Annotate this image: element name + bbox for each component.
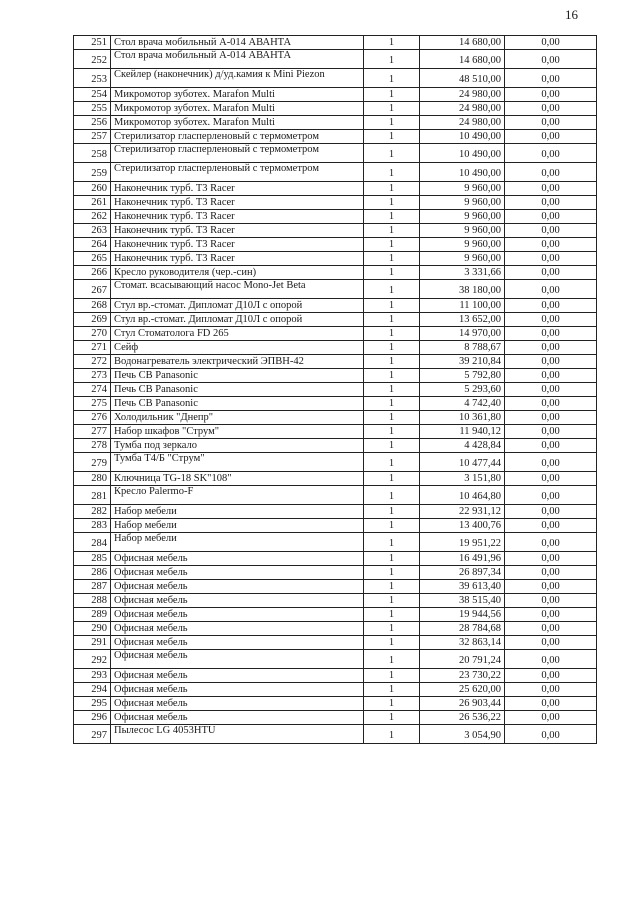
- residual-value-cell: 0,00: [505, 144, 597, 163]
- table-row: [74, 711, 597, 725]
- quantity-cell: 1: [364, 252, 420, 266]
- inventory-table: [73, 35, 597, 744]
- residual-value-cell: 0,00: [505, 252, 597, 266]
- price-cell: 25 620,00: [420, 683, 505, 697]
- inventory-table-body: [74, 36, 597, 744]
- quantity-cell: 1: [364, 711, 420, 725]
- row-number-cell: 256: [74, 116, 111, 130]
- table-row: [74, 144, 597, 163]
- price-cell: 10 490,00: [420, 163, 505, 182]
- row-number-cell: 296: [74, 711, 111, 725]
- price-cell: 9 960,00: [420, 238, 505, 252]
- quantity-cell: 1: [364, 280, 420, 299]
- table-row: [74, 580, 597, 594]
- residual-value-cell: 0,00: [505, 116, 597, 130]
- table-row: [74, 566, 597, 580]
- residual-value-cell: 0,00: [505, 88, 597, 102]
- residual-value-cell: 0,00: [505, 505, 597, 519]
- quantity-cell: 1: [364, 163, 420, 182]
- residual-value-cell: 0,00: [505, 519, 597, 533]
- row-number-cell: 267: [74, 280, 111, 299]
- row-number-cell: 280: [74, 472, 111, 486]
- item-name-cell: Офисная мебель: [111, 683, 364, 697]
- table-row: [74, 697, 597, 711]
- table-row: [74, 280, 597, 299]
- row-number-cell: 260: [74, 182, 111, 196]
- row-number-cell: 269: [74, 313, 111, 327]
- price-cell: 26 903,44: [420, 697, 505, 711]
- price-cell: 3 054,90: [420, 725, 505, 744]
- quantity-cell: 1: [364, 566, 420, 580]
- row-number-cell: 274: [74, 383, 111, 397]
- quantity-cell: 1: [364, 116, 420, 130]
- residual-value-cell: 0,00: [505, 196, 597, 210]
- table-row: [74, 266, 597, 280]
- row-number-cell: 253: [74, 69, 111, 88]
- item-name-cell: Тумба Т4/Б "Струм": [111, 453, 364, 472]
- table-row: [74, 397, 597, 411]
- table-row: [74, 683, 597, 697]
- price-cell: 24 980,00: [420, 102, 505, 116]
- price-cell: 8 788,67: [420, 341, 505, 355]
- row-number-cell: 291: [74, 636, 111, 650]
- quantity-cell: 1: [364, 238, 420, 252]
- residual-value-cell: 0,00: [505, 411, 597, 425]
- item-name-cell: Стул вр.-стомат. Дипломат Д10Л с опорой: [111, 313, 364, 327]
- residual-value-cell: 0,00: [505, 711, 597, 725]
- quantity-cell: 1: [364, 411, 420, 425]
- price-cell: 38 180,00: [420, 280, 505, 299]
- price-cell: 9 960,00: [420, 182, 505, 196]
- residual-value-cell: 0,00: [505, 369, 597, 383]
- quantity-cell: 1: [364, 472, 420, 486]
- table-row: [74, 369, 597, 383]
- quantity-cell: 1: [364, 580, 420, 594]
- table-row: [74, 313, 597, 327]
- residual-value-cell: 0,00: [505, 163, 597, 182]
- quantity-cell: 1: [364, 196, 420, 210]
- quantity-cell: 1: [364, 50, 420, 69]
- item-name-cell: Набор мебели: [111, 505, 364, 519]
- quantity-cell: 1: [364, 69, 420, 88]
- residual-value-cell: 0,00: [505, 383, 597, 397]
- residual-value-cell: 0,00: [505, 608, 597, 622]
- table-row: [74, 608, 597, 622]
- row-number-cell: 292: [74, 650, 111, 669]
- price-cell: 26 897,34: [420, 566, 505, 580]
- price-cell: 22 931,12: [420, 505, 505, 519]
- quantity-cell: 1: [364, 453, 420, 472]
- residual-value-cell: 0,00: [505, 50, 597, 69]
- quantity-cell: 1: [364, 636, 420, 650]
- quantity-cell: 1: [364, 36, 420, 50]
- table-row: [74, 439, 597, 453]
- item-name-cell: Офисная мебель: [111, 711, 364, 725]
- price-cell: 24 980,00: [420, 116, 505, 130]
- quantity-cell: 1: [364, 299, 420, 313]
- item-name-cell: Офисная мебель: [111, 636, 364, 650]
- table-row: [74, 252, 597, 266]
- table-row: [74, 505, 597, 519]
- item-name-cell: Сейф: [111, 341, 364, 355]
- price-cell: 4 428,84: [420, 439, 505, 453]
- row-number-cell: 276: [74, 411, 111, 425]
- row-number-cell: 284: [74, 533, 111, 552]
- row-number-cell: 261: [74, 196, 111, 210]
- price-cell: 5 792,80: [420, 369, 505, 383]
- residual-value-cell: 0,00: [505, 725, 597, 744]
- item-name-cell: Водонагреватель электрический ЭПВН-42: [111, 355, 364, 369]
- table-row: [74, 650, 597, 669]
- row-number-cell: 268: [74, 299, 111, 313]
- table-row: [74, 411, 597, 425]
- quantity-cell: 1: [364, 425, 420, 439]
- residual-value-cell: 0,00: [505, 397, 597, 411]
- price-cell: 4 742,40: [420, 397, 505, 411]
- quantity-cell: 1: [364, 144, 420, 163]
- residual-value-cell: 0,00: [505, 472, 597, 486]
- row-number-cell: 279: [74, 453, 111, 472]
- row-number-cell: 262: [74, 210, 111, 224]
- item-name-cell: Печь СВ Panasonic: [111, 383, 364, 397]
- item-name-cell: Ключница TG-18 SK"108": [111, 472, 364, 486]
- quantity-cell: 1: [364, 313, 420, 327]
- item-name-cell: Набор мебели: [111, 533, 364, 552]
- table-row: [74, 130, 597, 144]
- table-row: [74, 327, 597, 341]
- item-name-cell: Кресло руководителя (чер.-син): [111, 266, 364, 280]
- item-name-cell: Наконечник турб. T3 Racer: [111, 224, 364, 238]
- price-cell: 19 944,56: [420, 608, 505, 622]
- item-name-cell: Печь СВ Panasonic: [111, 397, 364, 411]
- table-row: [74, 519, 597, 533]
- row-number-cell: 273: [74, 369, 111, 383]
- quantity-cell: 1: [364, 210, 420, 224]
- table-row: [74, 425, 597, 439]
- row-number-cell: 287: [74, 580, 111, 594]
- row-number-cell: 272: [74, 355, 111, 369]
- table-row: [74, 36, 597, 50]
- item-name-cell: Тумба под зеркало: [111, 439, 364, 453]
- residual-value-cell: 0,00: [505, 299, 597, 313]
- row-number-cell: 252: [74, 50, 111, 69]
- price-cell: 3 151,80: [420, 472, 505, 486]
- table-row: [74, 594, 597, 608]
- quantity-cell: 1: [364, 650, 420, 669]
- residual-value-cell: 0,00: [505, 102, 597, 116]
- item-name-cell: Офисная мебель: [111, 697, 364, 711]
- item-name-cell: Наконечник турб. T3 Racer: [111, 196, 364, 210]
- price-cell: 10 490,00: [420, 144, 505, 163]
- row-number-cell: 293: [74, 669, 111, 683]
- table-row: [74, 472, 597, 486]
- table-row: [74, 341, 597, 355]
- residual-value-cell: 0,00: [505, 697, 597, 711]
- quantity-cell: 1: [364, 327, 420, 341]
- row-number-cell: 271: [74, 341, 111, 355]
- row-number-cell: 294: [74, 683, 111, 697]
- residual-value-cell: 0,00: [505, 313, 597, 327]
- row-number-cell: 259: [74, 163, 111, 182]
- price-cell: 3 331,66: [420, 266, 505, 280]
- residual-value-cell: 0,00: [505, 486, 597, 505]
- table-row: [74, 486, 597, 505]
- table-row: [74, 299, 597, 313]
- table-row: [74, 116, 597, 130]
- residual-value-cell: 0,00: [505, 533, 597, 552]
- row-number-cell: 297: [74, 725, 111, 744]
- residual-value-cell: 0,00: [505, 453, 597, 472]
- item-name-cell: Стомат. всасывающий насос Mono-Jet Beta: [111, 280, 364, 299]
- item-name-cell: Холодильник "Днепр": [111, 411, 364, 425]
- price-cell: 19 951,22: [420, 533, 505, 552]
- item-name-cell: Офисная мебель: [111, 594, 364, 608]
- quantity-cell: 1: [364, 683, 420, 697]
- price-cell: 23 730,22: [420, 669, 505, 683]
- quantity-cell: 1: [364, 552, 420, 566]
- item-name-cell: Стерилизатор гласперленовый с термометром: [111, 130, 364, 144]
- quantity-cell: 1: [364, 182, 420, 196]
- residual-value-cell: 0,00: [505, 622, 597, 636]
- residual-value-cell: 0,00: [505, 439, 597, 453]
- item-name-cell: Кресло Palermo-F: [111, 486, 364, 505]
- residual-value-cell: 0,00: [505, 580, 597, 594]
- item-name-cell: Микромотор зуботех. Marafon Multi: [111, 116, 364, 130]
- item-name-cell: Микромотор зуботех. Marafon Multi: [111, 88, 364, 102]
- residual-value-cell: 0,00: [505, 341, 597, 355]
- residual-value-cell: 0,00: [505, 566, 597, 580]
- price-cell: 11 940,12: [420, 425, 505, 439]
- quantity-cell: 1: [364, 383, 420, 397]
- item-name-cell: Наконечник турб. T3 Racer: [111, 210, 364, 224]
- table-row: [74, 69, 597, 88]
- table-row: [74, 383, 597, 397]
- row-number-cell: 290: [74, 622, 111, 636]
- quantity-cell: 1: [364, 486, 420, 505]
- price-cell: 5 293,60: [420, 383, 505, 397]
- price-cell: 13 400,76: [420, 519, 505, 533]
- row-number-cell: 286: [74, 566, 111, 580]
- residual-value-cell: 0,00: [505, 36, 597, 50]
- table-row: [74, 453, 597, 472]
- residual-value-cell: 0,00: [505, 224, 597, 238]
- table-row: [74, 163, 597, 182]
- quantity-cell: 1: [364, 369, 420, 383]
- item-name-cell: Пылесос LG 4053HTU: [111, 725, 364, 744]
- item-name-cell: Офисная мебель: [111, 608, 364, 622]
- price-cell: 38 515,40: [420, 594, 505, 608]
- price-cell: 26 536,22: [420, 711, 505, 725]
- residual-value-cell: 0,00: [505, 425, 597, 439]
- quantity-cell: 1: [364, 608, 420, 622]
- row-number-cell: 265: [74, 252, 111, 266]
- residual-value-cell: 0,00: [505, 238, 597, 252]
- table-row: [74, 725, 597, 744]
- table-row: [74, 88, 597, 102]
- quantity-cell: 1: [364, 697, 420, 711]
- price-cell: 20 791,24: [420, 650, 505, 669]
- quantity-cell: 1: [364, 266, 420, 280]
- item-name-cell: Стул вр.-стомат. Дипломат Д10Л с опорой: [111, 299, 364, 313]
- residual-value-cell: 0,00: [505, 182, 597, 196]
- item-name-cell: Набор шкафов "Струм": [111, 425, 364, 439]
- price-cell: 32 863,14: [420, 636, 505, 650]
- price-cell: 24 980,00: [420, 88, 505, 102]
- quantity-cell: 1: [364, 102, 420, 116]
- item-name-cell: Стерилизатор гласперленовый с термометром: [111, 144, 364, 163]
- residual-value-cell: 0,00: [505, 280, 597, 299]
- price-cell: 16 491,96: [420, 552, 505, 566]
- item-name-cell: Офисная мебель: [111, 622, 364, 636]
- row-number-cell: 254: [74, 88, 111, 102]
- table-row: [74, 238, 597, 252]
- row-number-cell: 257: [74, 130, 111, 144]
- table-row: [74, 196, 597, 210]
- row-number-cell: 281: [74, 486, 111, 505]
- item-name-cell: Офисная мебель: [111, 650, 364, 669]
- row-number-cell: 270: [74, 327, 111, 341]
- price-cell: 9 960,00: [420, 224, 505, 238]
- item-name-cell: Стол врача мобильный А-014 АВАНТА: [111, 50, 364, 69]
- price-cell: 39 613,40: [420, 580, 505, 594]
- price-cell: 39 210,84: [420, 355, 505, 369]
- quantity-cell: 1: [364, 505, 420, 519]
- row-number-cell: 289: [74, 608, 111, 622]
- quantity-cell: 1: [364, 341, 420, 355]
- quantity-cell: 1: [364, 622, 420, 636]
- residual-value-cell: 0,00: [505, 266, 597, 280]
- page-number: 16: [565, 7, 578, 22]
- table-row: [74, 669, 597, 683]
- table-row: [74, 224, 597, 238]
- price-cell: 13 652,00: [420, 313, 505, 327]
- row-number-cell: 263: [74, 224, 111, 238]
- quantity-cell: 1: [364, 725, 420, 744]
- residual-value-cell: 0,00: [505, 327, 597, 341]
- residual-value-cell: 0,00: [505, 355, 597, 369]
- price-cell: 14 970,00: [420, 327, 505, 341]
- quantity-cell: 1: [364, 88, 420, 102]
- row-number-cell: 251: [74, 36, 111, 50]
- row-number-cell: 285: [74, 552, 111, 566]
- table-row: [74, 636, 597, 650]
- price-cell: 9 960,00: [420, 210, 505, 224]
- row-number-cell: 275: [74, 397, 111, 411]
- quantity-cell: 1: [364, 533, 420, 552]
- quantity-cell: 1: [364, 519, 420, 533]
- table-row: [74, 50, 597, 69]
- row-number-cell: 277: [74, 425, 111, 439]
- item-name-cell: Микромотор зуботех. Marafon Multi: [111, 102, 364, 116]
- table-row: [74, 210, 597, 224]
- residual-value-cell: 0,00: [505, 669, 597, 683]
- residual-value-cell: 0,00: [505, 650, 597, 669]
- price-cell: 10 464,80: [420, 486, 505, 505]
- row-number-cell: 255: [74, 102, 111, 116]
- item-name-cell: Офисная мебель: [111, 552, 364, 566]
- item-name-cell: Стул Стоматолога FD 265: [111, 327, 364, 341]
- residual-value-cell: 0,00: [505, 69, 597, 88]
- row-number-cell: 258: [74, 144, 111, 163]
- item-name-cell: Наконечник турб. T3 Racer: [111, 238, 364, 252]
- table-row: [74, 355, 597, 369]
- residual-value-cell: 0,00: [505, 683, 597, 697]
- quantity-cell: 1: [364, 594, 420, 608]
- row-number-cell: 278: [74, 439, 111, 453]
- table-row: [74, 552, 597, 566]
- row-number-cell: 283: [74, 519, 111, 533]
- item-name-cell: Наконечник турб. T3 Racer: [111, 252, 364, 266]
- row-number-cell: 264: [74, 238, 111, 252]
- quantity-cell: 1: [364, 130, 420, 144]
- item-name-cell: Офисная мебель: [111, 669, 364, 683]
- table-row: [74, 622, 597, 636]
- residual-value-cell: 0,00: [505, 130, 597, 144]
- item-name-cell: Стерилизатор гласперленовый с термометром: [111, 163, 364, 182]
- quantity-cell: 1: [364, 224, 420, 238]
- residual-value-cell: 0,00: [505, 594, 597, 608]
- price-cell: 9 960,00: [420, 252, 505, 266]
- item-name-cell: Набор мебели: [111, 519, 364, 533]
- quantity-cell: 1: [364, 397, 420, 411]
- residual-value-cell: 0,00: [505, 636, 597, 650]
- price-cell: 48 510,00: [420, 69, 505, 88]
- price-cell: 9 960,00: [420, 196, 505, 210]
- residual-value-cell: 0,00: [505, 552, 597, 566]
- price-cell: 10 490,00: [420, 130, 505, 144]
- item-name-cell: Наконечник турб. T3 Racer: [111, 182, 364, 196]
- table-row: [74, 533, 597, 552]
- quantity-cell: 1: [364, 439, 420, 453]
- table-row: [74, 182, 597, 196]
- item-name-cell: Офисная мебель: [111, 566, 364, 580]
- price-cell: 14 680,00: [420, 50, 505, 69]
- quantity-cell: 1: [364, 669, 420, 683]
- table-row: [74, 102, 597, 116]
- quantity-cell: 1: [364, 355, 420, 369]
- residual-value-cell: 0,00: [505, 210, 597, 224]
- price-cell: 11 100,00: [420, 299, 505, 313]
- price-cell: 10 477,44: [420, 453, 505, 472]
- item-name-cell: Стол врача мобильный А-014 АВАНТА: [111, 36, 364, 50]
- row-number-cell: 295: [74, 697, 111, 711]
- price-cell: 28 784,68: [420, 622, 505, 636]
- price-cell: 10 361,80: [420, 411, 505, 425]
- item-name-cell: Скейлер (наконечник) д/уд.камия к Mini Piezon: [111, 69, 364, 88]
- price-cell: 14 680,00: [420, 36, 505, 50]
- row-number-cell: 282: [74, 505, 111, 519]
- row-number-cell: 266: [74, 266, 111, 280]
- item-name-cell: Печь СВ Panasonic: [111, 369, 364, 383]
- item-name-cell: Офисная мебель: [111, 580, 364, 594]
- row-number-cell: 288: [74, 594, 111, 608]
